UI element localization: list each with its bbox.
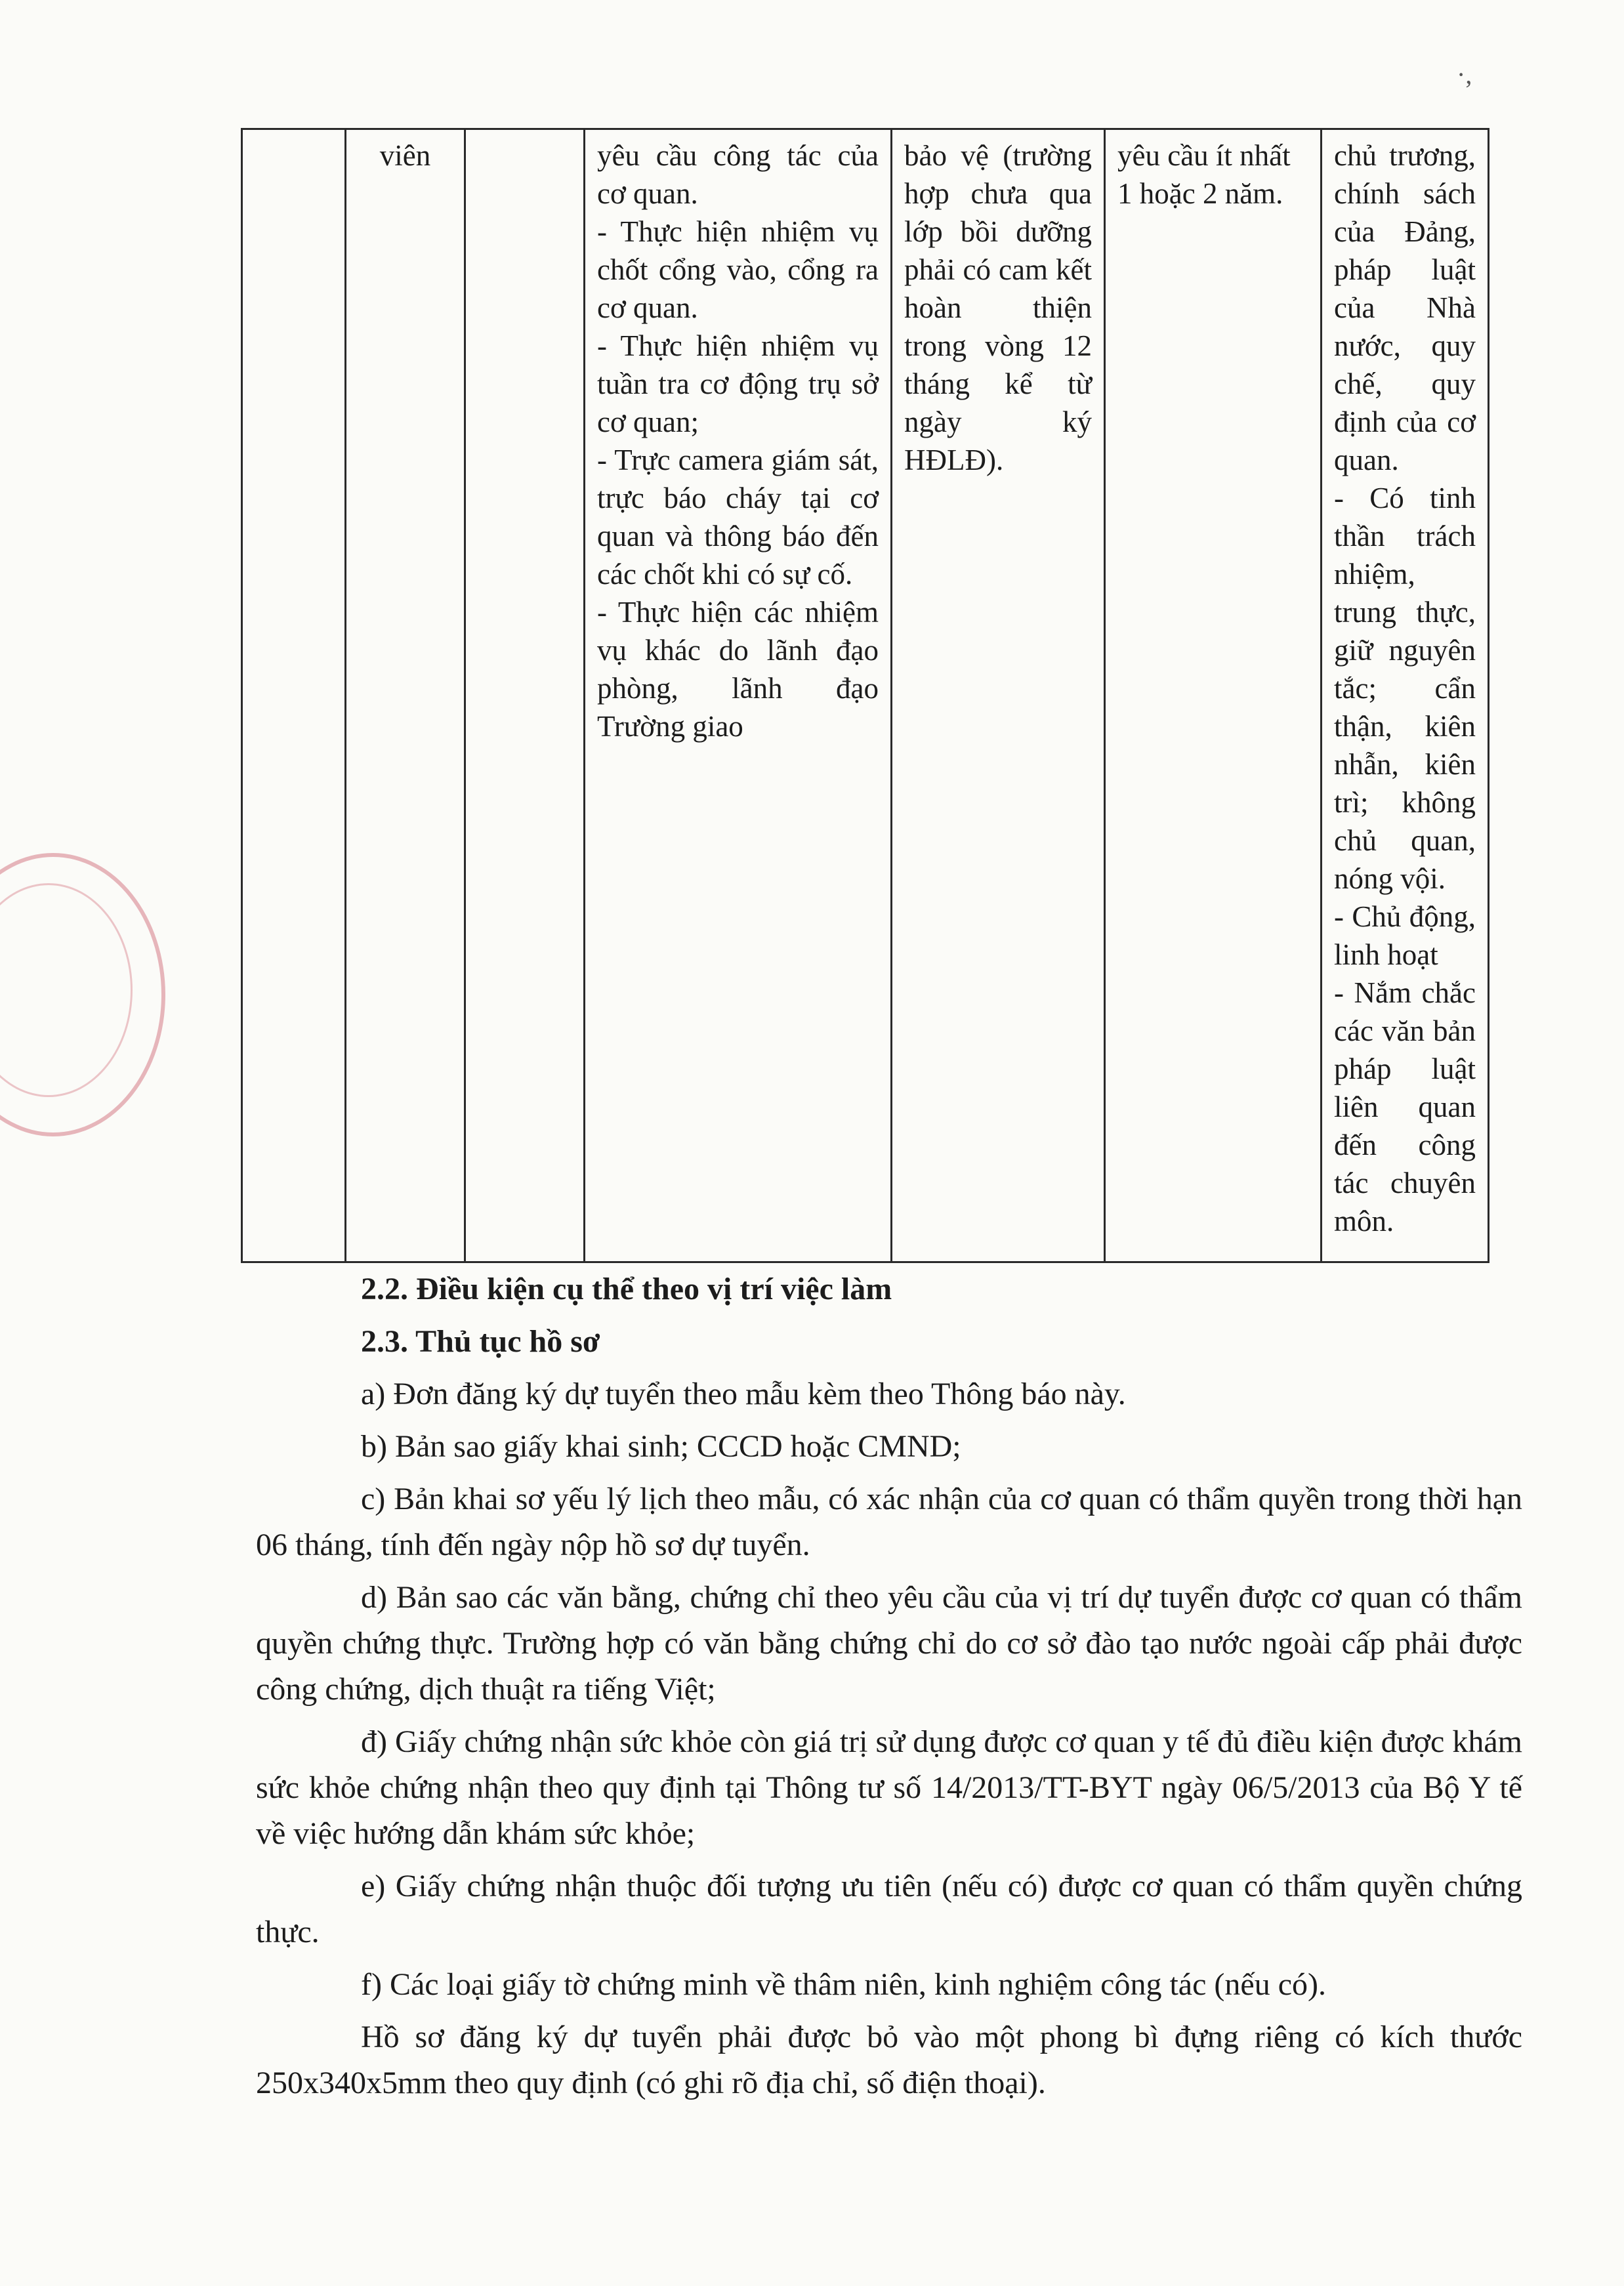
cell-position: viên <box>346 129 465 1262</box>
requirement-line: - Có tinh thần trách nhiệm, trung thực, giữ nguyên tắc; cẩn thận, kiên nhẫn, kiên trì; không chủ quan, nóng vội. <box>1334 482 1476 895</box>
cell-qualification: bảo vệ (trường hợp chưa qua lớp bồi dưỡng phải có cam kết hoàn thiện trong vòng 12 tháng kể từ ngày ký HĐLĐ). <box>892 129 1105 1262</box>
requirement-line: - Chủ động, linh hoạt <box>1334 900 1476 971</box>
job-requirements-table <box>241 128 1489 1263</box>
table-row <box>242 129 1489 1262</box>
requirement-line: - Nắm chắc các văn bản pháp luật liên quan đến công tác chuyên môn. <box>1334 976 1476 1237</box>
duty-line: - Thực hiện các nhiệm vụ khác do lãnh đạo phòng, lãnh đạo Trường giao <box>597 596 879 743</box>
cell-quantity <box>465 129 585 1262</box>
list-item: c) Bản khai sơ yếu lý lịch theo mẫu, có xác nhận của cơ quan có thẩm quyền trong thời hạn 06 tháng, tính đến ngày nộp hồ sơ dự tuyển. <box>256 1482 1522 1562</box>
page-corner-mark: ·, <box>1457 60 1472 89</box>
list-item: b) Bản sao giấy khai sinh; CCCD hoặc CMND; <box>361 1429 961 1464</box>
cell-stt <box>242 129 346 1262</box>
section-heading-2-2: 2.2. Điều kiện cụ thể theo vị trí việc làm <box>361 1272 892 1306</box>
red-seal-inner-ring <box>0 883 133 1097</box>
duty-line: - Thực hiện nhiệm vụ tuần tra cơ động trụ sở cơ quan; <box>597 329 879 438</box>
envelope-note: Hồ sơ đăng ký dự tuyển phải được bỏ vào một phong bì đựng riêng có kích thước 250x340x5mm theo quy định (có ghi rõ địa chỉ, số điện thoại). <box>256 2020 1522 2100</box>
duty-line: - Thực hiện nhiệm vụ chốt cổng vào, cổng ra cơ quan. <box>597 215 879 324</box>
red-seal-stamp <box>0 853 165 1136</box>
duty-line: - Trực camera giám sát, trực báo cháy tại cơ quan và thông báo đến các chốt khi có sự cố. <box>597 444 879 591</box>
document-body <box>256 1266 1522 2113</box>
duty-line: yêu cầu công tác của cơ quan. <box>597 139 879 210</box>
cell-experience: yêu cầu ít nhất 1 hoặc 2 năm. <box>1105 129 1322 1262</box>
list-item: a) Đơn đăng ký dự tuyển theo mẫu kèm theo Thông báo này. <box>361 1377 1126 1411</box>
list-item: e) Giấy chứng nhận thuộc đối tượng ưu tiên (nếu có) được cơ quan có thẩm quyền chứng thực. <box>256 1869 1522 1949</box>
list-item: d) Bản sao các văn bằng, chứng chỉ theo yêu cầu của vị trí dự tuyển được cơ quan có thẩm quyền chứng thực. Trường hợp có văn bằng chứng chỉ do cơ sở đào tạo nước ngoài cấp phải được công chứng, dịch thuật ra tiếng Việt; <box>256 1580 1522 1707</box>
list-item: f) Các loại giấy tờ chứng minh về thâm niên, kinh nghiệm công tác (nếu có). <box>361 1967 1326 2002</box>
section-heading-2-3: 2.3. Thủ tục hồ sơ <box>361 1324 600 1359</box>
cell-other-requirements <box>1322 129 1489 1262</box>
cell-duties <box>585 129 892 1262</box>
list-item: đ) Giấy chứng nhận sức khỏe còn giá trị sử dụng được cơ quan y tế đủ điều kiện được khám sức khỏe chứng nhận theo quy định tại Thông tư số 14/2013/TT-BYT ngày 06/5/2013 của Bộ Y tế về việc hướng dẫn khám sức khỏe; <box>256 1724 1522 1851</box>
requirement-line: chủ trương, chính sách của Đảng, pháp luật của Nhà nước, quy chế, quy định của cơ quan. <box>1334 139 1476 476</box>
